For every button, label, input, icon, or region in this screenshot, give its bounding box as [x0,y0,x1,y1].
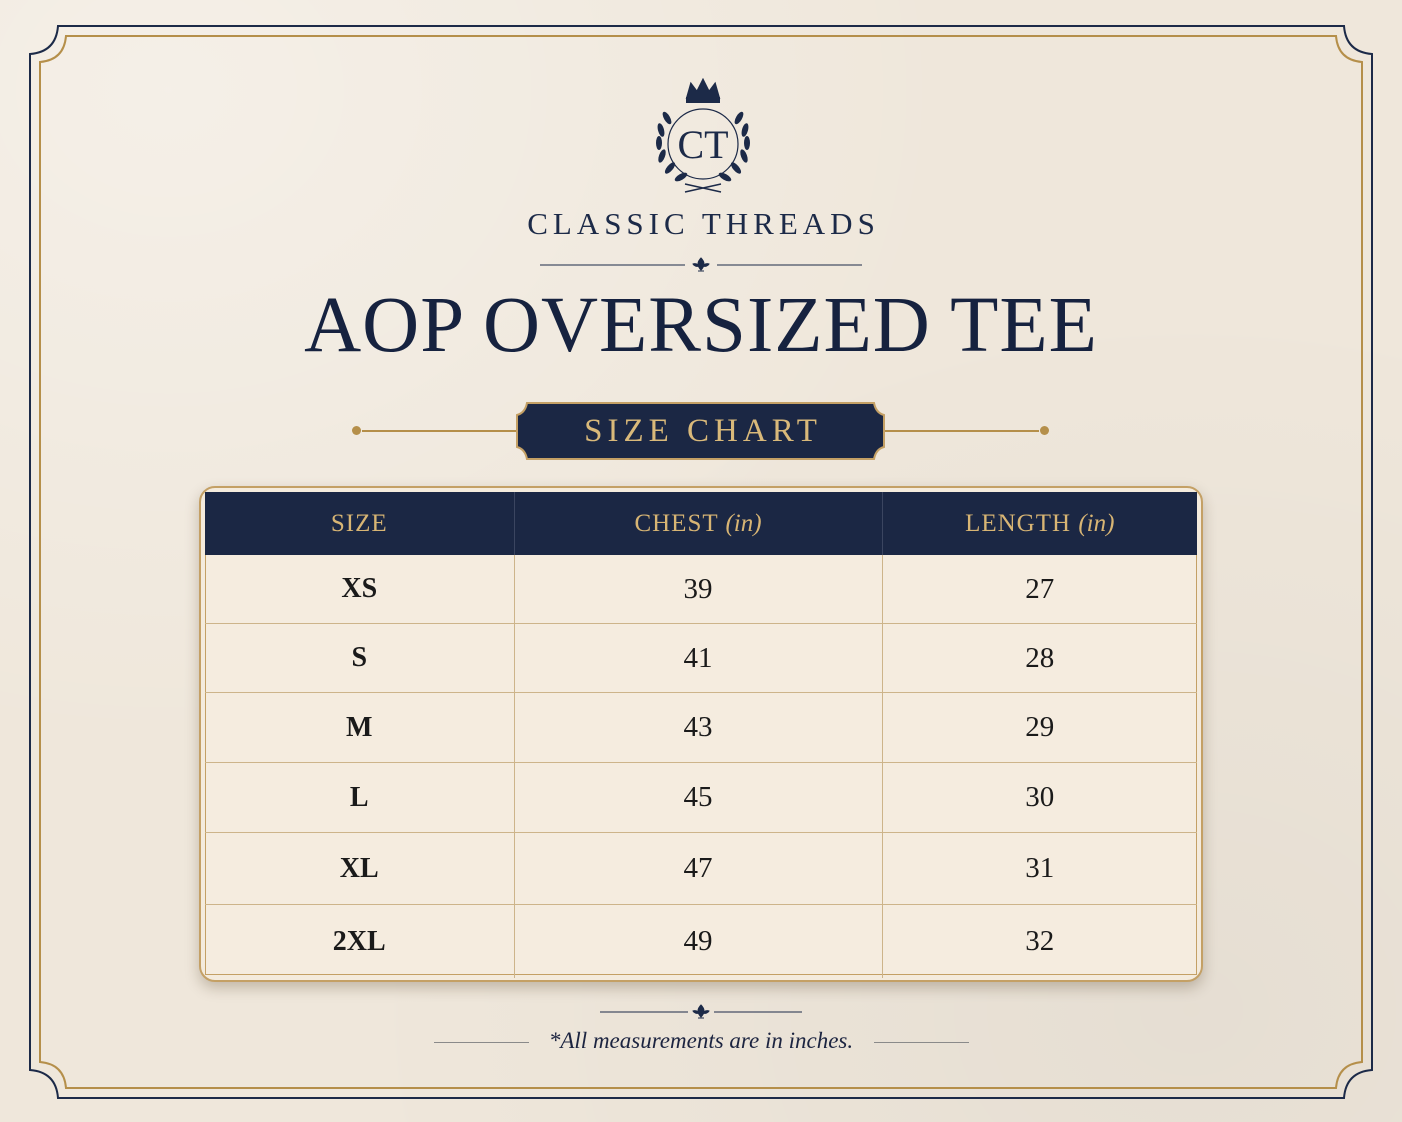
crest-logo [651,78,755,194]
table-row [205,905,1197,979]
length-cell: 28 [882,624,1197,693]
banner-label: SIZE CHART [584,413,822,449]
banner-dot-left [352,426,361,435]
chest-cell: 43 [514,693,882,763]
length-cell: 31 [882,833,1197,905]
chest-cell: 49 [514,905,882,979]
table-row [205,833,1197,905]
length-cell: 30 [882,763,1197,833]
size-cell: XS [205,555,514,624]
size-cell: M [205,693,514,763]
chest-cell: 45 [514,763,882,833]
footer-divider [600,1002,802,1022]
crown-icon [687,80,719,102]
table-row [205,763,1197,833]
size-cell: 2XL [205,905,514,979]
footnote: *All measurements are in inches. [548,1028,854,1053]
banner-line-left [362,430,518,432]
header-length: LENGTH (in) [882,492,1197,555]
banner-dot-right [1040,426,1049,435]
table-header-row [205,492,1197,555]
brand-divider [540,255,862,275]
size-cell: S [205,624,514,693]
length-cell: 27 [882,555,1197,624]
banner-line-right [883,430,1039,432]
size-table [205,492,1197,978]
chest-cell: 47 [514,833,882,905]
monogram: CT [677,122,729,167]
page-title: AOP OVERSIZED TEE [304,282,1098,369]
header-chest: CHEST (in) [514,492,882,555]
table-row [205,693,1197,763]
size-cell: XL [205,833,514,905]
length-cell: 29 [882,693,1197,763]
brand-name: CLASSIC THREADS [527,206,880,241]
table-row [205,555,1197,624]
size-cell: L [205,763,514,833]
chest-cell: 39 [514,555,882,624]
table-row [205,624,1197,693]
chest-cell: 41 [514,624,882,693]
length-cell: 32 [1025,925,1055,957]
note-line-right [874,1042,969,1043]
header-size: SIZE [205,492,514,555]
